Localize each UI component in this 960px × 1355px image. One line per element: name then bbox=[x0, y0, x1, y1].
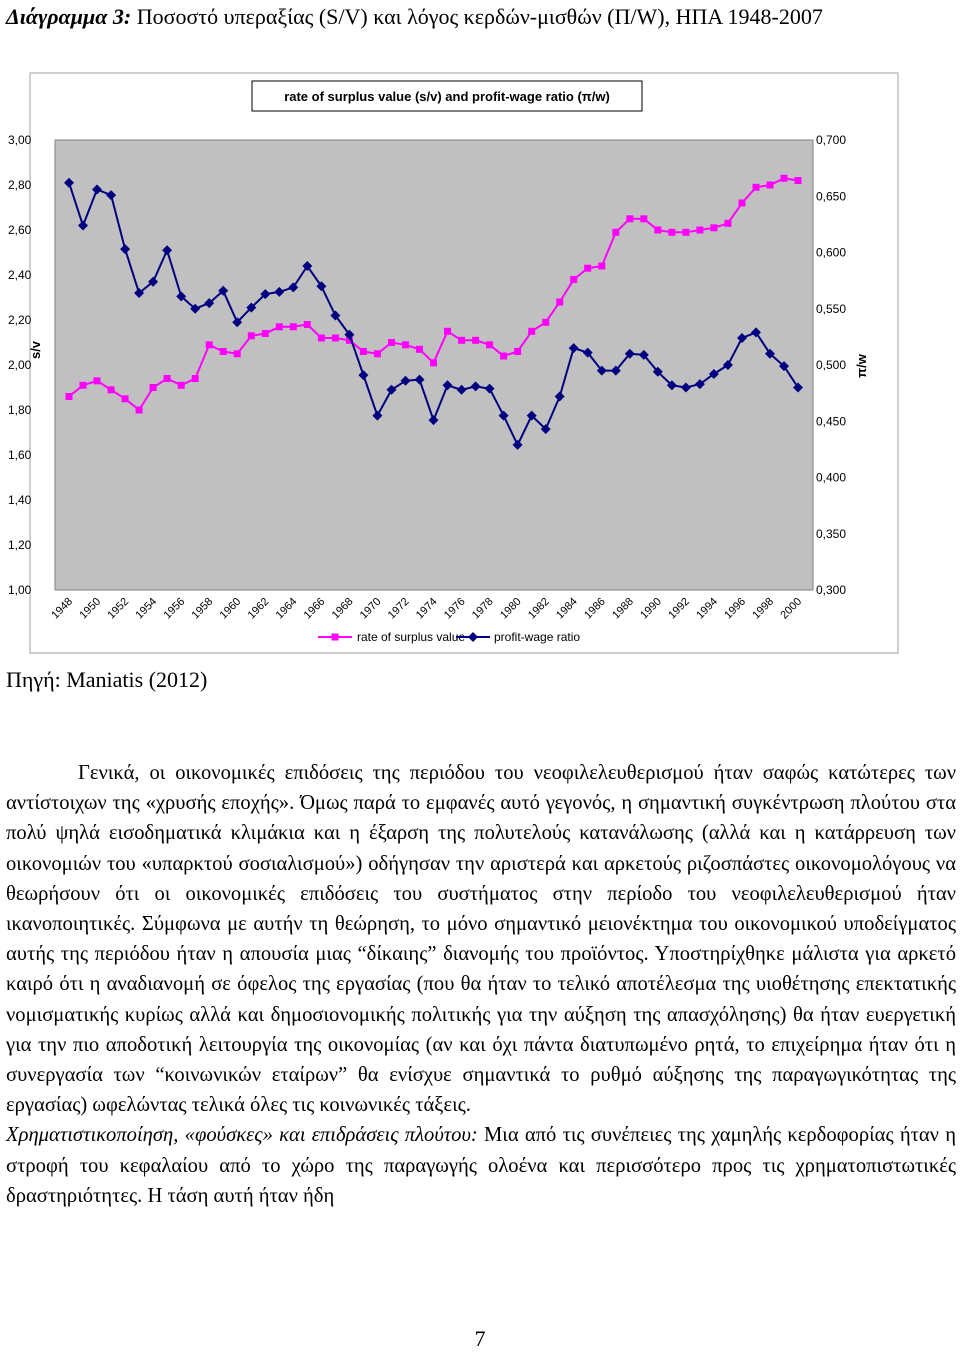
data-point-surplus bbox=[416, 346, 423, 353]
data-point-surplus bbox=[514, 348, 521, 355]
figure-caption-label: Διάγραμμα 3: bbox=[6, 4, 132, 29]
data-point-surplus bbox=[206, 341, 213, 348]
x-tick-label: 1954 bbox=[133, 595, 160, 622]
x-tick-label: 1974 bbox=[413, 595, 440, 622]
data-point-surplus bbox=[360, 348, 367, 355]
data-point-surplus bbox=[668, 229, 675, 236]
surplus-profit-chart bbox=[0, 70, 900, 655]
section-heading-italic: Χρηματιστικοποίηση, «φούσκες» και επιδράσεις πλούτου: bbox=[6, 1124, 478, 1147]
data-point-surplus bbox=[290, 323, 297, 330]
left-tick-label: 1,80 bbox=[8, 403, 32, 417]
data-point-surplus bbox=[612, 229, 619, 236]
x-tick-label: 1956 bbox=[161, 595, 188, 622]
data-point-surplus bbox=[192, 375, 199, 382]
x-tick-label: 1982 bbox=[526, 595, 552, 622]
data-point-surplus bbox=[276, 323, 283, 330]
data-point-surplus bbox=[318, 335, 325, 342]
page-number: 7 bbox=[474, 1326, 486, 1351]
data-point-surplus bbox=[542, 319, 549, 326]
left-tick-label: 1,00 bbox=[8, 583, 32, 597]
data-point-surplus bbox=[767, 182, 774, 189]
left-axis-label: s/v bbox=[28, 340, 43, 360]
body-paragraph bbox=[6, 758, 956, 1211]
data-point-surplus bbox=[556, 299, 563, 306]
left-tick-label: 2,20 bbox=[8, 313, 32, 327]
right-tick-label: 0,700 bbox=[816, 133, 847, 147]
data-point-surplus bbox=[654, 227, 661, 234]
figure-caption bbox=[6, 2, 956, 32]
source-note: Πηγή: Maniatis (2012) bbox=[6, 667, 208, 692]
data-point-surplus bbox=[640, 215, 647, 222]
data-point-surplus bbox=[220, 348, 227, 355]
data-point-surplus bbox=[458, 337, 465, 344]
data-point-surplus bbox=[626, 215, 633, 222]
data-point-surplus bbox=[150, 384, 157, 391]
data-point-surplus bbox=[598, 263, 605, 270]
data-point-surplus bbox=[80, 382, 87, 389]
right-tick-label: 0,600 bbox=[816, 245, 847, 260]
x-tick-label: 1970 bbox=[357, 595, 384, 622]
x-tick-label: 1984 bbox=[554, 595, 580, 622]
left-tick-label: 2,60 bbox=[8, 223, 32, 237]
x-tick-label: 1978 bbox=[469, 595, 496, 622]
data-point-surplus bbox=[332, 335, 339, 342]
x-tick-label: 1966 bbox=[301, 595, 328, 622]
x-tick-label: 1992 bbox=[666, 595, 693, 622]
data-point-surplus bbox=[66, 393, 73, 400]
data-point-surplus bbox=[248, 332, 255, 339]
x-tick-label: 1958 bbox=[189, 595, 216, 622]
x-tick-label: 1976 bbox=[441, 595, 468, 622]
left-tick-label: 1,60 bbox=[8, 448, 32, 462]
right-tick-label: 0,350 bbox=[816, 526, 847, 541]
legend-label-profit-wage: profit-wage ratio bbox=[494, 630, 581, 644]
chart-title: rate of surplus value (s/v) and profit-wage ratio (π/w) bbox=[284, 89, 610, 104]
data-point-surplus bbox=[444, 328, 451, 335]
data-point-surplus bbox=[122, 395, 129, 402]
data-point-surplus bbox=[178, 382, 185, 389]
x-tick-label: 1960 bbox=[217, 595, 244, 622]
figure-caption-text: Ποσοστό υπεραξίας (S/V) και λόγος κερδών-μισθών (Π/W), ΗΠΑ 1948-2007 bbox=[131, 4, 823, 29]
x-tick-label: 1950 bbox=[77, 595, 104, 622]
x-tick-label: 1962 bbox=[245, 595, 272, 622]
data-point-surplus bbox=[430, 359, 437, 366]
data-point-surplus bbox=[486, 341, 493, 348]
data-point-surplus bbox=[94, 377, 101, 384]
right-tick-label: 0,450 bbox=[816, 414, 847, 429]
x-tick-label: 1952 bbox=[105, 595, 132, 622]
right-tick-label: 0,500 bbox=[816, 358, 847, 372]
data-point-surplus bbox=[262, 330, 269, 337]
data-point-surplus bbox=[500, 353, 507, 360]
data-point-surplus bbox=[739, 200, 746, 207]
left-tick-label: 2,80 bbox=[8, 178, 32, 192]
data-point-surplus bbox=[402, 341, 409, 348]
data-point-surplus bbox=[753, 184, 760, 191]
left-tick-label: 2,40 bbox=[8, 268, 32, 282]
data-point-surplus bbox=[164, 375, 171, 382]
left-tick-label: 1,40 bbox=[8, 493, 32, 507]
right-tick-label: 0,300 bbox=[816, 583, 847, 597]
data-point-surplus bbox=[304, 321, 311, 328]
data-point-surplus bbox=[108, 386, 115, 393]
right-tick-label: 0,650 bbox=[816, 189, 847, 204]
data-point-surplus bbox=[388, 339, 395, 346]
x-tick-label: 1948 bbox=[49, 595, 76, 622]
x-tick-label: 1964 bbox=[273, 595, 300, 622]
x-tick-label: 1980 bbox=[497, 595, 524, 622]
x-tick-label: 1998 bbox=[750, 595, 777, 622]
paragraph-text-2: Μια από τις συνέπειες της χαμηλής κερδοφορίας ήταν η στροφή του κεφαλαίου από το χώρο της παραγωγής ολοένα και περισσότερο προς τις χρηματοπιστωτικές δραστηριότητες. Η τάση αυτή ήταν ήδη bbox=[6, 1124, 956, 1207]
left-tick-label: 1,20 bbox=[8, 538, 32, 552]
x-tick-label: 2000 bbox=[778, 595, 805, 622]
x-tick-label: 1988 bbox=[610, 595, 636, 622]
right-tick-label: 0,550 bbox=[816, 301, 847, 316]
legend-label-surplus: rate of surplus value bbox=[357, 630, 466, 644]
x-tick-label: 1986 bbox=[582, 595, 608, 622]
left-axis-ticks bbox=[8, 133, 32, 597]
right-axis-ticks bbox=[816, 133, 846, 597]
data-point-surplus bbox=[570, 276, 577, 283]
data-point-surplus bbox=[724, 220, 731, 227]
data-point-surplus bbox=[472, 337, 479, 344]
data-point-surplus bbox=[696, 227, 703, 234]
x-tick-label: 1996 bbox=[722, 595, 749, 622]
right-axis-label: π/w bbox=[854, 354, 869, 378]
data-point-surplus bbox=[682, 229, 689, 236]
legend bbox=[318, 630, 580, 644]
legend-marker-surplus bbox=[332, 634, 339, 641]
data-point-surplus bbox=[710, 224, 717, 231]
data-point-surplus bbox=[528, 328, 535, 335]
paragraph-text: Γενικά, οι οικονομικές επιδόσεις της περιόδου του νεοφιλελευθερισμού ήταν σαφώς κατώτερες των αντίστοιχων της «χρυσής εποχής». Όμως παρά το εμφανές αυτό γεγονός, η σημαντική συγκέντρωση πλούτου στα πολύ ψηλά εισοδηματικά κλιμάκια και η έξαρση της πολυτελούς κατανάλωσης (αλλά και η κατάρρευση των οικονομιών του «υπαρκτού σοσιαλισμού») οδήγησαν την αριστερά και αρκετούς ριζοσπάστες οικονομολόγους να θεωρήσουν ότι οι οικονομικές επιδόσεις του συστήματος στην περίοδο του νεοφιλελευθερισμού ήταν ικανοποιητικές. Σύμφωνα με αυτήν τη θεώρηση, το μόνο σημαντικό μειονέκτημα του οικονομικού υποδείγματος αυτής της περιόδου ήταν η απουσία μιας “δίκαιης” διανομής του προϊόντος. Υποστηρίχθηκε μάλιστα για αρκετό καιρό ότι η αναδιανομή σε όφελος της εργασίας (που θα ήταν το τελικό αποτέλεσμα της υιοθέτησης επεκτατικής νομισματικής κυρίως αλλά και δημοσιονομικής πολιτικής για την αύξηση της απασχόλησης) θα ήταν ευεργετική για την πιο αποδοτική λειτουργία της οικονομίας (αν και όχι πάντα διατυπωμένο ρητά, το επιχείρημα ήταν ότι η συνεργασία των “κοινωνικών εταίρων” θα ενίσχυε σημαντικά το ρυθμό αύξησης της παραγωγικότητας της εργασίας) ωφελώντας τελικά όλες τις κοινωνικές τάξεις. bbox=[6, 762, 956, 1117]
data-point-surplus bbox=[234, 350, 241, 357]
x-tick-label: 1994 bbox=[694, 595, 721, 622]
data-point-surplus bbox=[781, 175, 788, 182]
data-point-surplus bbox=[136, 407, 143, 414]
data-point-surplus bbox=[584, 265, 591, 272]
x-tick-label: 1972 bbox=[385, 595, 412, 622]
left-tick-label: 2,00 bbox=[8, 358, 32, 372]
right-tick-label: 0,400 bbox=[816, 470, 847, 485]
data-point-surplus bbox=[374, 350, 381, 357]
x-tick-label: 1990 bbox=[638, 595, 664, 622]
x-tick-label: 1968 bbox=[329, 595, 356, 622]
data-point-surplus bbox=[795, 177, 802, 184]
left-tick-label: 3,00 bbox=[8, 133, 32, 147]
